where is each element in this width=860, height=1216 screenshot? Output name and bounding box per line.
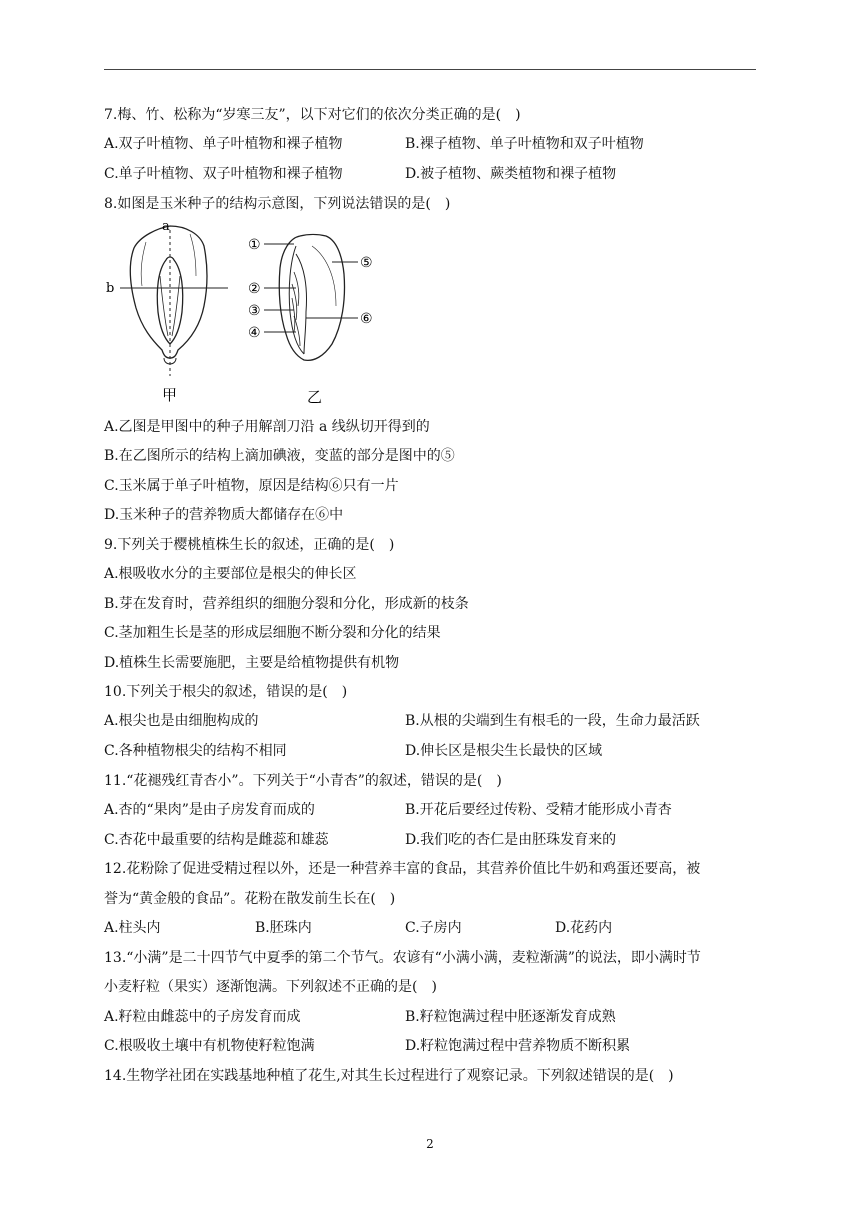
q8-option-a: A.乙图是甲图中的种子用解剖刀沿 a 线纵切开得到的 xyxy=(104,419,430,435)
q13-stem-line2: 小麦籽粒（果实）逐渐饱满。下列叙述不正确的是( ) xyxy=(104,979,437,995)
q11-stem: 11.“花褪残红青杏小”。下列关于“小青杏”的叙述，错误的是( ) xyxy=(104,773,502,789)
q10-option-b: B.从根的尖端到生有根毛的一段，生命力最活跃 xyxy=(405,713,700,729)
q13-option-d: D.籽粒饱满过程中营养物质不断积累 xyxy=(405,1038,631,1054)
q9-option-b: B.芽在发育时，营养组织的细胞分裂和分化，形成新的枝条 xyxy=(104,596,469,612)
q8-option-c: C.玉米属于单子叶植物，原因是结构⑥只有一片 xyxy=(104,478,399,494)
q11-option-a: A.杏的“果肉”是由子房发育而成的 xyxy=(104,802,315,818)
q13-option-c: C.根吸收土壤中有机物使籽粒饱满 xyxy=(104,1038,315,1054)
q7-option-b: B.裸子植物、单子叶植物和双子叶植物 xyxy=(405,136,644,152)
q11-option-d: D.我们吃的杏仁是由胚珠发育来的 xyxy=(405,832,617,848)
q12-stem-line2: 誉为“黄金般的食品”。花粉在散发前生长在( ) xyxy=(104,891,396,907)
page-number: 2 xyxy=(426,1137,434,1151)
seed-diagram-jia xyxy=(120,226,228,376)
q8-option-b: B.在乙图所示的结构上滴加碘液，变蓝的部分是图中的⑤ xyxy=(104,448,455,464)
label-a: a xyxy=(162,219,170,234)
marker-6: ⑥ xyxy=(360,311,373,327)
q13-stem-line1: 13.“小满”是二十四节气中夏季的第二个节气。农谚有“小满小满，麦粒渐满”的说法，即小满时节 xyxy=(104,950,701,966)
q10-option-a: A.根尖也是由细胞构成的 xyxy=(104,713,259,729)
q7-option-c: C.单子叶植物、双子叶植物和裸子植物 xyxy=(104,166,343,182)
q12-option-c: C.子房内 xyxy=(405,920,462,936)
q10-stem: 10.下列关于根尖的叙述，错误的是( ) xyxy=(104,684,348,700)
q7-option-d: D.被子植物、蕨类植物和裸子植物 xyxy=(405,166,617,182)
q9-stem: 9.下列关于樱桃植株生长的叙述，正确的是( ) xyxy=(104,537,395,553)
caption-yi: 乙 xyxy=(307,388,323,406)
q13-option-a: A.籽粒由雌蕊中的子房发育而成 xyxy=(104,1009,301,1025)
caption-jia: 甲 xyxy=(162,386,178,404)
corn-seed-figure xyxy=(100,216,400,408)
q9-option-d: D.植株生长需要施肥，主要是给植物提供有机物 xyxy=(104,655,400,671)
q8-stem: 8.如图是玉米种子的结构示意图，下列说法错误的是( ) xyxy=(104,196,451,212)
q12-stem-line1: 12.花粉除了促进受精过程以外，还是一种营养丰富的食品，其营养价值比牛奶和鸡蛋还要高，被 xyxy=(104,861,701,877)
q10-option-d: D.伸长区是根尖生长最快的区域 xyxy=(405,743,603,759)
q9-option-c: C.茎加粗生长是茎的形成层细胞不断分裂和分化的结果 xyxy=(104,625,441,641)
q12-option-b: B.胚珠内 xyxy=(255,920,312,936)
seed-diagram-yi xyxy=(264,235,358,361)
q14-stem: 14.生物学社团在实践基地种植了花生,对其生长过程进行了观察记录。下列叙述错误的是( ) xyxy=(104,1068,674,1084)
q7-stem: 7.梅、竹、松称为“岁寒三友”，以下对它们的依次分类正确的是( ) xyxy=(104,107,521,123)
q11-option-b: B.开花后要经过传粉、受精才能形成小青杏 xyxy=(405,802,672,818)
marker-3: ③ xyxy=(248,303,261,319)
q12-option-a: A.柱头内 xyxy=(104,920,161,936)
header-rule xyxy=(104,69,756,70)
q8-option-d: D.玉米种子的营养物质大都储存在⑥中 xyxy=(104,507,344,523)
q13-option-b: B.籽粒饱满过程中胚逐渐发育成熟 xyxy=(405,1009,616,1025)
q12-option-d: D.花药内 xyxy=(555,920,613,936)
marker-5: ⑤ xyxy=(360,255,373,271)
q9-option-a: A.根吸收水分的主要部位是根尖的伸长区 xyxy=(104,566,357,582)
marker-1: ① xyxy=(248,237,261,253)
marker-4: ④ xyxy=(248,325,261,341)
label-b: b xyxy=(106,281,115,296)
q10-option-c: C.各种植物根尖的结构不相同 xyxy=(104,743,287,759)
q7-option-a: A.双子叶植物、单子叶植物和裸子植物 xyxy=(104,136,343,152)
marker-2: ② xyxy=(248,281,261,297)
q11-option-c: C.杏花中最重要的结构是雌蕊和雄蕊 xyxy=(104,832,329,848)
